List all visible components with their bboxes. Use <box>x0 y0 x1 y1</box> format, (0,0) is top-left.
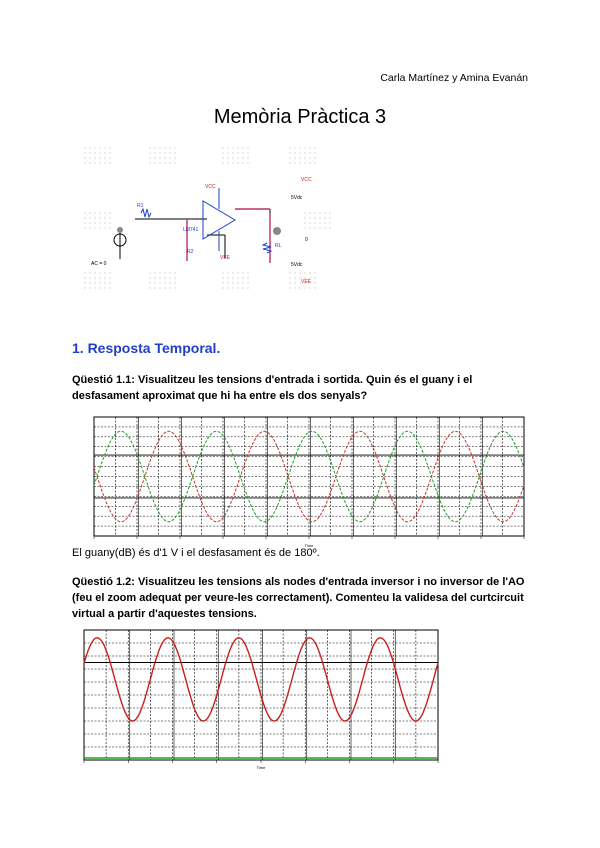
schematic-wires <box>120 209 270 263</box>
x-axis-label: Time <box>304 543 314 548</box>
label-vcc-right: VCC <box>301 177 312 183</box>
label-vdc2: 5Vdc <box>291 262 303 268</box>
label-opamp: LM741 <box>183 227 199 233</box>
page-title: Memòria Pràctica 3 <box>213 106 387 128</box>
question-1-1: Qüestió 1.1: Visualitzeu les tensions d'entrada i sortida. Quin és el guany i el desfasament aproximat que hi ha entre els dos senyals? <box>72 374 473 402</box>
section-heading: 1. Resposta Temporal. <box>72 340 221 356</box>
label-r1: R1 <box>137 203 144 209</box>
label-vee-mid: VEE <box>220 255 231 261</box>
label-vdc1: 5Vdc <box>291 195 303 201</box>
authors: Carla Martínez y Amina Evanán <box>380 72 528 84</box>
resistor-r1 <box>141 209 151 217</box>
chart-input-output <box>72 413 530 548</box>
x-axis-label: Time <box>256 765 266 770</box>
probe-icon-2 <box>117 227 123 233</box>
chart-opamp-inputs <box>72 626 442 770</box>
question-1-2: Qüestió 1.2: Visualitzeu les tensions als nodes d'entrada inversor i no inversor de l'AO (feu el zoom adequat per veure-les correctament). Comenteu la validesa del curtcircuit virtual a partir d'aquestes tensions. <box>72 576 525 620</box>
answer-1-1: El guany(dB) és d'1 V i el desfasament és de 180º. <box>72 547 320 559</box>
label-vee-right: VEE <box>301 279 312 285</box>
label-source: AC = 0 <box>91 261 107 267</box>
label-rl: RL <box>275 243 282 249</box>
label-ground: 0 <box>305 237 308 243</box>
probe-icon <box>273 227 281 235</box>
label-vcc-top: VCC <box>205 184 216 190</box>
label-r2: R2 <box>187 249 194 255</box>
circuit-schematic <box>75 143 335 303</box>
